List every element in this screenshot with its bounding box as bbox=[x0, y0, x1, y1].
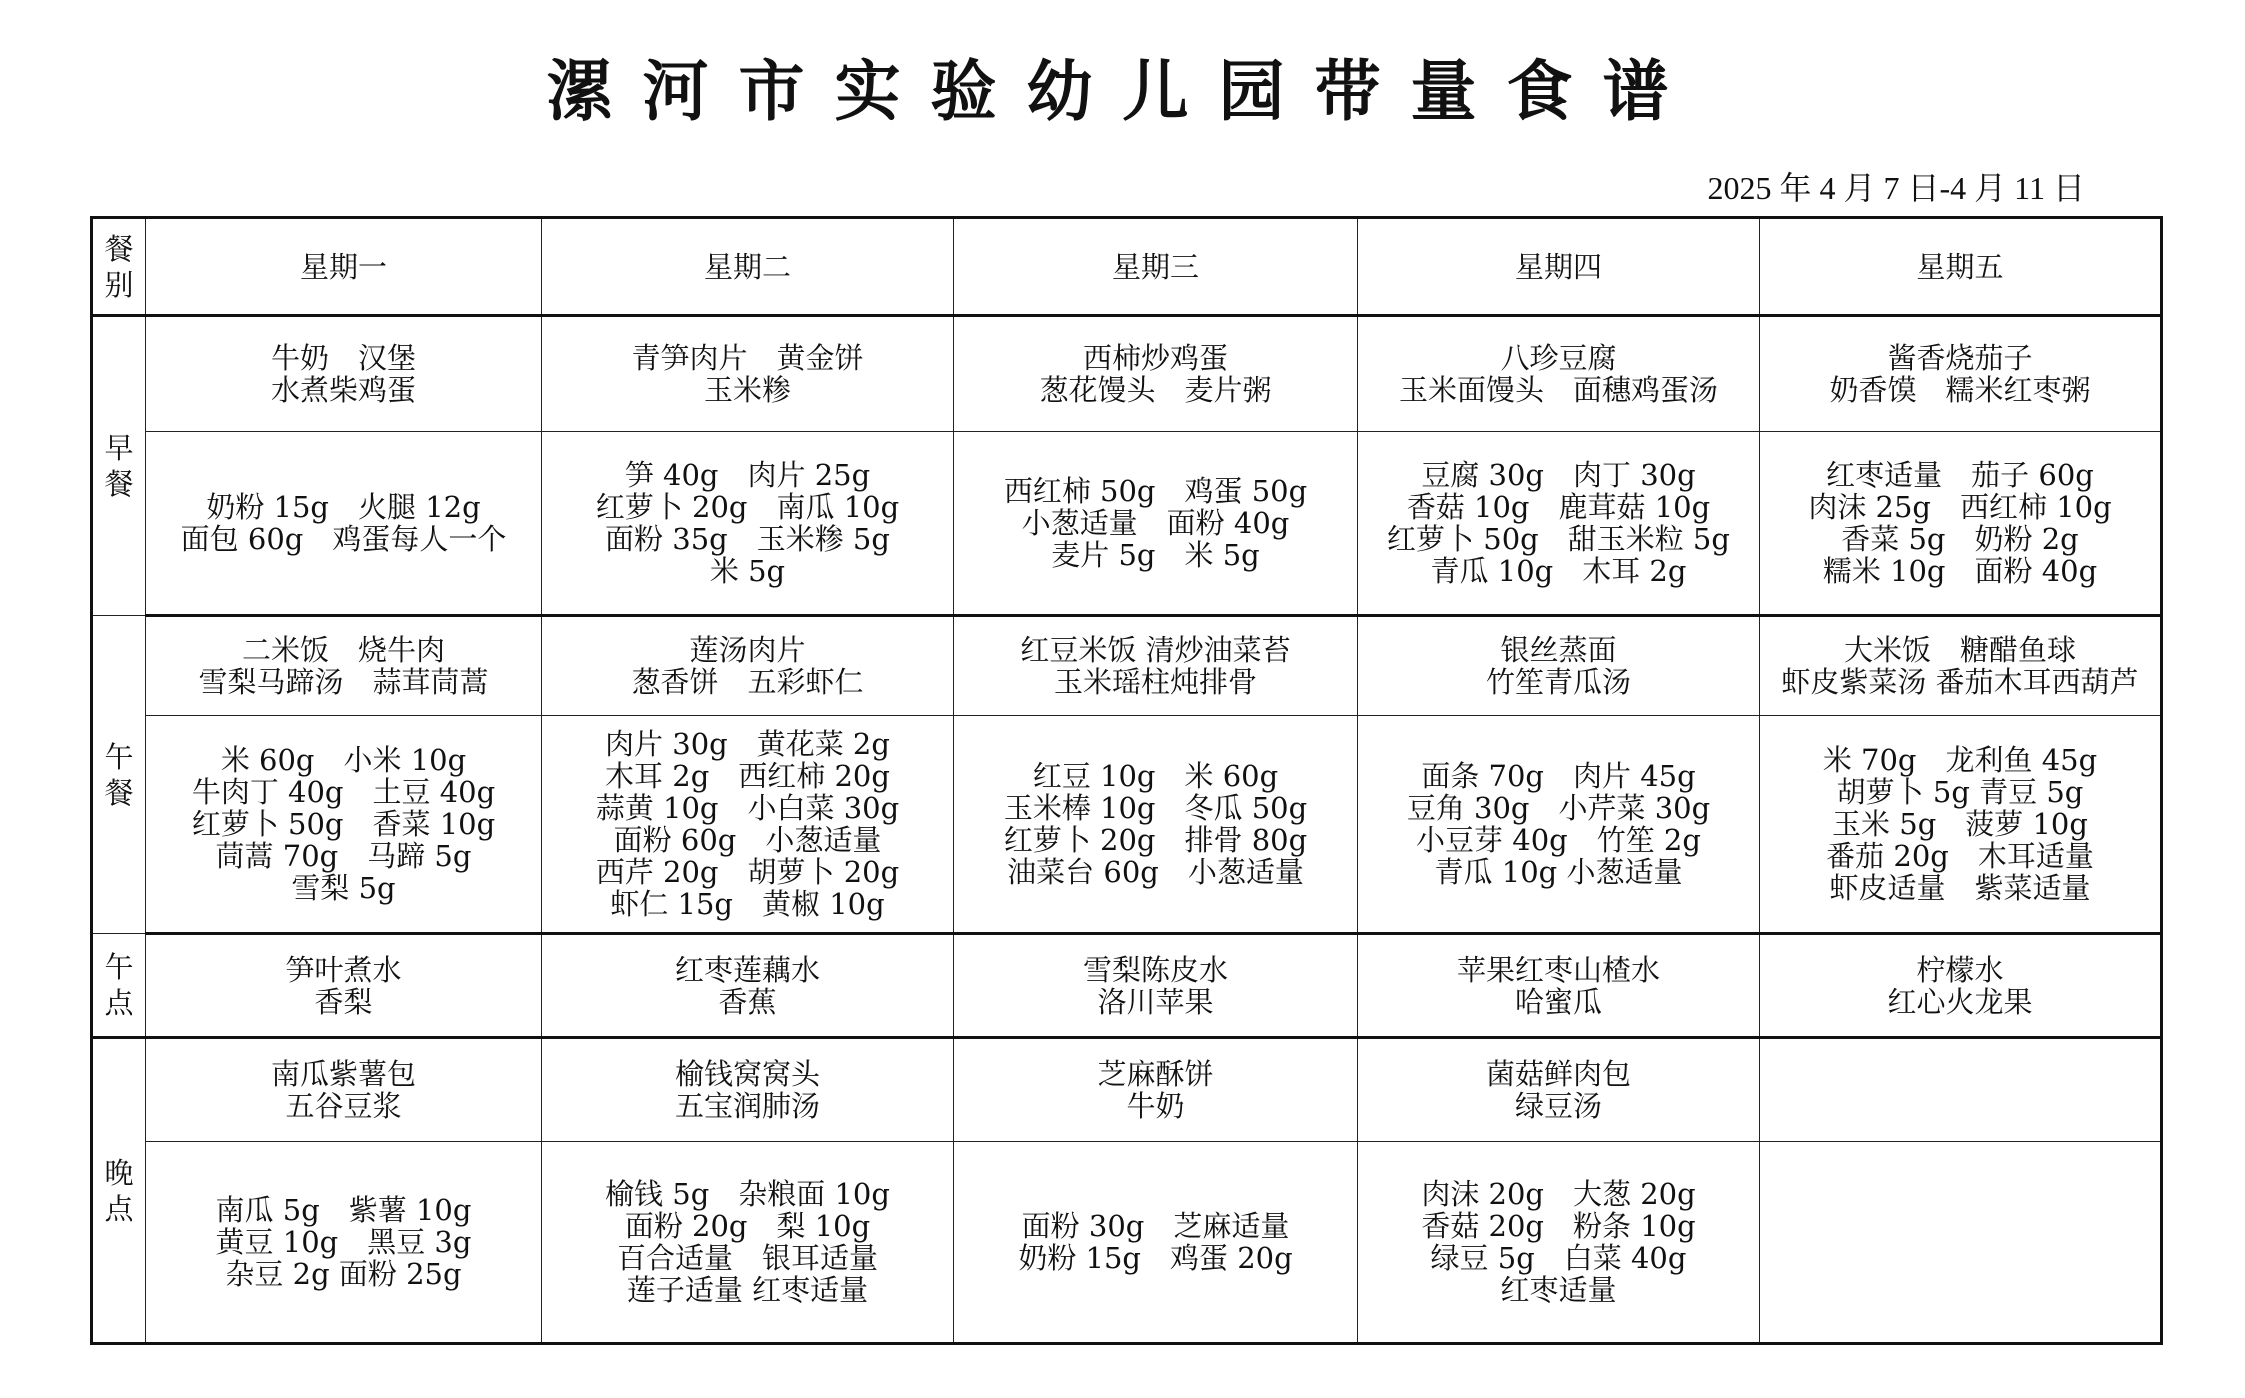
menu-line: 竹笙青瓜汤 bbox=[1485, 665, 1631, 699]
menu-line: 香梨 bbox=[314, 984, 373, 1019]
menu-line: 莲汤肉片 bbox=[689, 633, 806, 667]
menu-cell bbox=[146, 1038, 542, 1142]
meal-label-snack bbox=[92, 934, 146, 1038]
menu-line: 菌菇鲜肉包 bbox=[1485, 1057, 1631, 1091]
menu-line: 二米饭 烧牛肉 bbox=[241, 633, 445, 667]
menu-line: 肉沫 25g 西红柿 10g bbox=[1808, 490, 2112, 524]
menu-line: 茼蒿 70g 马蹄 5g bbox=[215, 839, 472, 873]
menu-line: 米 70g 龙利鱼 45g bbox=[1822, 743, 2098, 777]
menu-line: 杂豆 2g 面粉 25g bbox=[225, 1257, 462, 1291]
meal-label-char: 点 bbox=[104, 1191, 134, 1226]
menu-cell bbox=[1358, 432, 1760, 616]
lunch-dishes-row bbox=[92, 616, 2162, 716]
menu-line: 莲子适量 红枣适量 bbox=[626, 1273, 869, 1307]
menu-line: 葱香饼 五彩虾仁 bbox=[631, 665, 864, 699]
menu-line: 西芹 20g 胡萝卜 20g bbox=[595, 855, 900, 889]
menu-line: 绿豆 5g 白菜 40g bbox=[1430, 1241, 1687, 1275]
menu-line: 柠檬水 bbox=[1916, 952, 2004, 987]
menu-cell bbox=[146, 616, 542, 716]
menu-line: 苹果红枣山楂水 bbox=[1456, 952, 1660, 987]
snack-row bbox=[92, 934, 2162, 1038]
menu-line: 哈蜜瓜 bbox=[1514, 984, 1602, 1019]
menu-line: 红枣莲藕水 bbox=[674, 952, 820, 987]
menu-line: 肉沫 20g 大葱 20g bbox=[1421, 1177, 1696, 1211]
menu-cell bbox=[1760, 1142, 2162, 1344]
meal-label-char: 餐 bbox=[104, 467, 134, 501]
menu-line: 虾皮适量 紫菜适量 bbox=[1829, 871, 2091, 905]
menu-line: 牛奶 bbox=[1126, 1089, 1185, 1123]
menu-line: 雪梨陈皮水 bbox=[1082, 952, 1228, 987]
menu-table bbox=[90, 216, 2163, 1345]
menu-line: 大米饭 糖醋鱼球 bbox=[1843, 633, 2076, 667]
menu-line: 青瓜 10g 小葱适量 bbox=[1434, 855, 1683, 889]
day-header: 星期四 bbox=[1358, 218, 1760, 316]
menu-line: 葱花馒头 麦片粥 bbox=[1039, 373, 1272, 407]
menu-line: 榆钱 5g 杂粮面 10g bbox=[605, 1177, 890, 1211]
menu-line: 面粉 20g 梨 10g bbox=[624, 1209, 871, 1243]
menu-line: 红萝卜 50g 香菜 10g bbox=[191, 807, 496, 841]
menu-cell bbox=[542, 316, 954, 432]
menu-line: 香菇 20g 粉条 10g bbox=[1421, 1209, 1696, 1243]
menu-line: 奶香馍 糯米红枣粥 bbox=[1829, 373, 2091, 407]
menu-line: 红心火龙果 bbox=[1887, 984, 2033, 1019]
menu-line: 黄豆 10g 黑豆 3g bbox=[215, 1225, 472, 1259]
menu-cell bbox=[954, 432, 1358, 616]
menu-cell bbox=[146, 716, 542, 934]
menu-line: 榆钱窝窝头 bbox=[674, 1057, 820, 1091]
menu-line: 奶粉 15g 火腿 12g bbox=[206, 490, 481, 524]
menu-cell bbox=[1760, 432, 2162, 616]
menu-cell bbox=[542, 616, 954, 716]
day-header: 星期三 bbox=[954, 218, 1358, 316]
menu-line: 南瓜紫薯包 bbox=[270, 1057, 416, 1091]
menu-line: 豆角 30g 小芹菜 30g bbox=[1406, 791, 1711, 825]
breakfast-dishes-row bbox=[92, 316, 2162, 432]
menu-line: 面条 70g 肉片 45g bbox=[1421, 759, 1696, 793]
menu-line: 芝麻酥饼 bbox=[1097, 1057, 1214, 1091]
lunch-ingredients-row bbox=[92, 716, 2162, 934]
menu-line: 面粉 35g 玉米糁 5g bbox=[605, 522, 890, 556]
menu-line: 银丝蒸面 bbox=[1500, 633, 1617, 667]
menu-line: 五宝润肺汤 bbox=[674, 1089, 820, 1123]
menu-cell bbox=[1760, 616, 2162, 716]
day-header: 星期二 bbox=[542, 218, 954, 316]
menu-line: 雪梨 5g bbox=[291, 871, 396, 905]
menu-line: 玉米瑶柱炖排骨 bbox=[1053, 665, 1257, 699]
menu-line: 玉米面馒头 面穗鸡蛋汤 bbox=[1398, 373, 1718, 407]
menu-line: 雪梨马蹄汤 蒜茸茼蒿 bbox=[198, 665, 489, 699]
menu-line: 奶粉 15g 鸡蛋 20g bbox=[1018, 1241, 1293, 1275]
page-title: 漯河市实验幼儿园带量食谱 bbox=[546, 52, 1699, 130]
menu-line: 面粉 30g 芝麻适量 bbox=[1021, 1209, 1290, 1243]
menu-cell bbox=[1358, 934, 1760, 1038]
menu-cell bbox=[542, 432, 954, 616]
menu-line: 红豆 10g 米 60g bbox=[1032, 759, 1279, 793]
menu-line: 玉米糁 bbox=[703, 373, 791, 407]
menu-line: 面粉 60g 小葱适量 bbox=[613, 823, 882, 857]
menu-line: 八珍豆腐 bbox=[1500, 341, 1617, 375]
menu-line: 糯米 10g 面粉 40g bbox=[1822, 554, 2098, 588]
menu-cell bbox=[1358, 716, 1760, 934]
dinner-ingredients-row bbox=[92, 1142, 2162, 1344]
meal-label-char: 午 bbox=[104, 739, 134, 774]
menu-line: 青笋肉片 黄金饼 bbox=[631, 341, 864, 375]
menu-cell bbox=[954, 316, 1358, 432]
date-range: 2025 年 4 月 7 日-4 月 11 日 bbox=[1707, 170, 2085, 206]
menu-cell bbox=[1358, 616, 1760, 716]
menu-line: 麦片 5g 米 5g bbox=[1051, 538, 1260, 572]
menu-cell bbox=[542, 934, 954, 1038]
header-row bbox=[92, 218, 2162, 316]
meal-column-header bbox=[92, 218, 146, 316]
meal-label-char: 早 bbox=[104, 431, 134, 465]
menu-cell bbox=[542, 1038, 954, 1142]
menu-line: 小豆芽 40g 竹笙 2g bbox=[1416, 823, 1701, 857]
meal-label-breakfast bbox=[92, 316, 146, 616]
meal-label-char: 点 bbox=[104, 986, 134, 1020]
menu-line: 玉米 5g 菠萝 10g bbox=[1832, 807, 2088, 841]
meal-label-char: 餐 bbox=[104, 775, 134, 810]
menu-cell bbox=[1760, 1038, 2162, 1142]
menu-cell bbox=[954, 716, 1358, 934]
menu-line: 酱香烧茄子 bbox=[1887, 341, 2033, 375]
menu-line: 红萝卜 50g 甜玉米粒 5g bbox=[1387, 522, 1730, 556]
menu-cell bbox=[542, 1142, 954, 1344]
menu-line: 玉米棒 10g 冬瓜 50g bbox=[1003, 791, 1308, 825]
menu-line: 红枣适量 茄子 60g bbox=[1826, 458, 2094, 492]
menu-cell bbox=[1760, 934, 2162, 1038]
menu-line: 五谷豆浆 bbox=[285, 1089, 402, 1123]
menu-line: 洛川苹果 bbox=[1097, 984, 1214, 1019]
menu-line: 米 60g 小米 10g bbox=[220, 743, 467, 777]
meal-label-char: 午 bbox=[104, 950, 134, 984]
menu-cell bbox=[146, 1142, 542, 1344]
menu-line: 红萝卜 20g 排骨 80g bbox=[1003, 823, 1308, 857]
menu-cell bbox=[146, 934, 542, 1038]
menu-line: 小葱适量 面粉 40g bbox=[1021, 506, 1290, 540]
menu-line: 木耳 2g 西红柿 20g bbox=[605, 759, 890, 793]
meal-label-lunch bbox=[92, 616, 146, 934]
menu-line: 虾仁 15g 黄椒 10g bbox=[610, 887, 885, 921]
menu-line: 蒜黄 10g 小白菜 30g bbox=[595, 791, 900, 825]
menu-cell bbox=[146, 316, 542, 432]
menu-cell bbox=[1358, 316, 1760, 432]
menu-cell bbox=[954, 1142, 1358, 1344]
menu-line: 笋叶煮水 bbox=[285, 952, 402, 987]
menu-cell bbox=[1358, 1142, 1760, 1344]
day-header: 星期五 bbox=[1760, 218, 2162, 316]
menu-line: 西柿炒鸡蛋 bbox=[1082, 341, 1228, 375]
meal-header-line: 别 bbox=[104, 267, 134, 302]
menu-cell bbox=[1358, 1038, 1760, 1142]
menu-line: 红豆米饭 清炒油菜苔 bbox=[1020, 633, 1291, 667]
menu-line: 牛肉丁 40g 土豆 40g bbox=[191, 775, 496, 809]
dinner-dishes-row bbox=[92, 1038, 2162, 1142]
menu-line: 水煮柴鸡蛋 bbox=[270, 373, 416, 407]
breakfast-ingredients-row bbox=[92, 432, 2162, 616]
menu-line: 面包 60g 鸡蛋每人一个 bbox=[180, 522, 507, 556]
menu-cell bbox=[1760, 716, 2162, 934]
menu-line: 油菜台 60g 小葱适量 bbox=[1007, 855, 1304, 889]
menu-line: 虾皮紫菜汤 番茄木耳西葫芦 bbox=[1781, 665, 2139, 699]
menu-line: 香菇 10g 鹿茸菇 10g bbox=[1406, 490, 1711, 524]
menu-line: 南瓜 5g 紫薯 10g bbox=[215, 1193, 472, 1227]
menu-line: 豆腐 30g 肉丁 30g bbox=[1421, 458, 1696, 492]
menu-line: 百合适量 银耳适量 bbox=[616, 1241, 878, 1275]
menu-line: 红枣适量 bbox=[1500, 1273, 1617, 1307]
menu-line: 笋 40g 肉片 25g bbox=[624, 458, 871, 492]
menu-line: 胡萝卜 5g 青豆 5g bbox=[1836, 775, 2084, 809]
menu-cell bbox=[954, 616, 1358, 716]
menu-line: 香菜 5g 奶粉 2g bbox=[1841, 522, 2079, 556]
menu-line: 牛奶 汉堡 bbox=[270, 341, 416, 375]
menu-line: 青瓜 10g 木耳 2g bbox=[1430, 554, 1687, 588]
menu-cell bbox=[146, 432, 542, 616]
menu-line: 香蕉 bbox=[718, 984, 777, 1019]
meal-label-dinner bbox=[92, 1038, 146, 1344]
meal-label-char: 晚 bbox=[104, 1155, 134, 1190]
menu-line: 米 5g bbox=[709, 554, 786, 588]
menu-line: 番茄 20g 木耳适量 bbox=[1826, 839, 2094, 873]
menu-cell bbox=[954, 934, 1358, 1038]
day-header: 星期一 bbox=[146, 218, 542, 316]
meal-header-line: 餐 bbox=[104, 231, 134, 266]
menu-cell bbox=[542, 716, 954, 934]
menu-line: 西红柿 50g 鸡蛋 50g bbox=[1003, 474, 1308, 508]
menu-cell bbox=[954, 1038, 1358, 1142]
menu-line: 绿豆汤 bbox=[1514, 1089, 1602, 1123]
menu-line: 肉片 30g 黄花菜 2g bbox=[605, 727, 890, 761]
menu-cell bbox=[1760, 316, 2162, 432]
menu-line: 红萝卜 20g 南瓜 10g bbox=[595, 490, 900, 524]
